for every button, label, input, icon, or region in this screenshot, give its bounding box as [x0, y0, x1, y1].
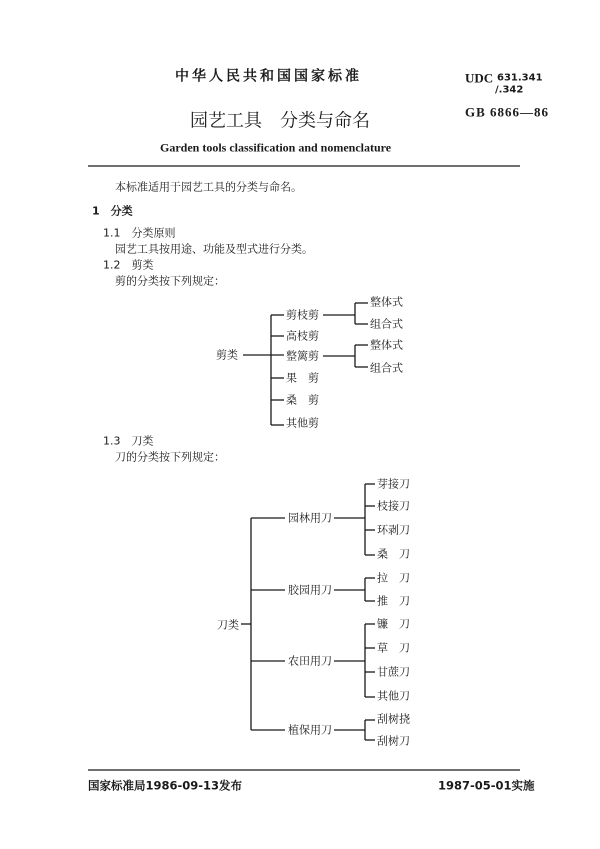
scissors-item: 桑 剪 [286, 393, 319, 407]
knife-group: 胶园用刀 [288, 583, 332, 597]
scope-text: 本标准适用于园艺工具的分类与命名。 [115, 180, 302, 194]
scissors-item: 果 剪 [286, 371, 319, 385]
scissors-root: 剪类 [216, 348, 238, 362]
scissors-subitem: 组合式 [370, 317, 403, 331]
scissors-item: 整篱剪 [286, 349, 319, 363]
knife-item: 桑 刀 [377, 547, 410, 561]
scissors-subitem: 整体式 [370, 295, 403, 309]
knife-item: 环剥刀 [377, 523, 410, 537]
section-1-2-heading: 1.2 剪类 [103, 258, 154, 272]
knife-item: 镰 刀 [377, 617, 410, 631]
scissors-item: 高枝剪 [286, 329, 319, 343]
knife-item: 其他刀 [377, 689, 410, 703]
section-1-1-text: 园艺工具按用途、功能及型式进行分类。 [115, 242, 313, 256]
section-1-2-text: 剪的分类按下列规定： [115, 274, 225, 288]
english-title: Garden tools classification and nomenclature [160, 140, 392, 155]
knife-root: 刀类 [217, 618, 239, 632]
effective-date: 1987-05-01实施 [438, 778, 535, 793]
knife-group: 植保用刀 [288, 723, 332, 737]
knife-item: 甘蔗刀 [377, 665, 410, 679]
knife-group: 园林用刀 [288, 511, 332, 525]
page-title: 园艺工具 分类与命名 [190, 110, 370, 132]
scissors-item: 剪枝剪 [286, 308, 319, 322]
knife-item: 草 刀 [377, 641, 410, 655]
knife-item: 枝接刀 [377, 499, 410, 513]
section-1-3-text: 刀的分类按下列规定： [115, 450, 225, 464]
udc-code-2: /.342 [495, 84, 524, 96]
scissors-subitem: 整体式 [370, 338, 403, 352]
section-1-3-heading: 1.3 刀类 [103, 434, 154, 448]
knife-item: 芽接刀 [377, 477, 410, 491]
scissors-subitem: 组合式 [370, 361, 403, 375]
udc-label: UDC [465, 70, 494, 86]
knife-group: 农田用刀 [288, 654, 332, 668]
knife-item: 刮树刀 [377, 734, 410, 748]
knife-item: 拉 刀 [377, 571, 410, 585]
section-1-1-heading: 1.1 分类原则 [103, 226, 176, 240]
scissors-item: 其他剪 [286, 416, 319, 430]
knife-item: 刮树挠 [377, 712, 410, 726]
section-1-heading: 1 分类 [92, 204, 133, 218]
issue-date: 国家标准局1986-09-13发布 [88, 778, 243, 793]
udc-code-1: 631.341 [497, 72, 543, 84]
standard-header: 中华人民共和国国家标准 [175, 68, 362, 85]
gb-number: GB 6866—86 [465, 104, 550, 120]
knife-item: 推 刀 [377, 594, 410, 608]
